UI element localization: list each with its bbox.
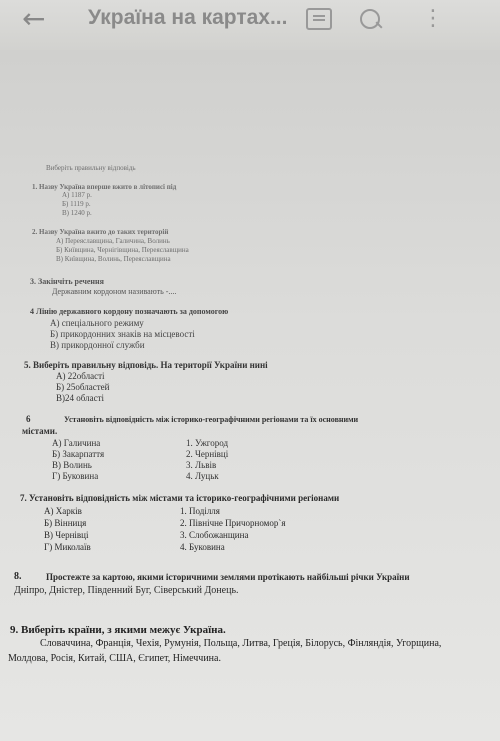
q3-text: Державним кордоном називають -.... <box>52 287 177 296</box>
q7-right-item: 4. Буковина <box>180 542 225 552</box>
search-icon[interactable] <box>358 8 384 30</box>
q7-right-item: 3. Слобожанщина <box>180 530 249 540</box>
q4-option: В) прикордонної служби <box>50 340 145 350</box>
q8-text: Дніпро, Дністер, Південний Буг, Сіверський Донець. <box>14 585 239 596</box>
q4-title: 4 Лінію державного кордону позначають за допомогою <box>30 307 229 316</box>
q1-option: В) 1240 р. <box>62 209 92 217</box>
q6-right-item: 4. Луцьк <box>186 471 219 481</box>
q5-option: В)24 області <box>56 393 105 403</box>
q7-right-item: 2. Північне Причорномор`я <box>180 518 286 528</box>
worksheet-page <box>0 50 500 741</box>
q6-left-item: В) Волинь <box>52 460 92 470</box>
q6-left-item: Б) Закарпаття <box>52 449 105 459</box>
q4-option: А) спеціального режиму <box>50 318 144 328</box>
q2-option: В) Київщина, Волинь, Переяславщина <box>56 255 171 263</box>
q6-right-item: 2. Чернівці <box>186 449 229 459</box>
q6-title-cont: містами. <box>22 426 58 436</box>
q2-title: 2. Назву Україна вжито до таких територій <box>32 228 169 236</box>
q7-left-item: Б) Вінниця <box>44 518 87 528</box>
q7-left-item: В) Чернівці <box>44 530 89 540</box>
q6-left-item: А) Галичина <box>52 438 101 448</box>
book-icon[interactable] <box>306 8 332 30</box>
q7-left-item: А) Харків <box>44 506 82 516</box>
more-vertical-icon[interactable]: ⋮ <box>422 6 444 31</box>
q4-option: Б) прикордонних знаків на місцевості <box>50 329 195 339</box>
q3-title: 3. Закінчіть речення <box>30 277 104 286</box>
q9-title: 9. Виберіть країни, з якими межує Україна. <box>10 624 226 636</box>
q1-option: А) 1187 р. <box>62 191 92 199</box>
q6-right-item: 1. Ужгород <box>186 438 229 448</box>
q6-number: 6 <box>26 414 31 424</box>
intro-text: Виберіть правильну відповідь <box>46 164 136 172</box>
q2-option: Б) Київщина, Чернігівщина, Переяславщина <box>56 246 189 254</box>
q1-title: 1. Назву Україна вперше вжито в літописі під <box>32 183 177 191</box>
app-title: Україна на картах... <box>88 6 288 29</box>
q7-left-item: Г) Миколаїв <box>44 542 91 552</box>
q5-option: Б) 25областей <box>56 382 110 392</box>
q8-title: Простежте за картою, якими історичними землями протікають найбільші річки України <box>46 572 410 582</box>
q7-right-item: 1. Поділля <box>180 506 220 516</box>
q6-right-item: 3. Львів <box>186 460 217 470</box>
q8-number: 8. <box>14 571 22 582</box>
q5-title: 5. Виберіть правильну відповідь. На території України нині <box>24 360 268 370</box>
app-bar <box>0 0 500 51</box>
q6-title: Установіть відповідність між історико-географічними регіонами та їх основними <box>64 415 359 424</box>
q5-option: А) 22області <box>56 371 105 381</box>
q1-option: Б) 1119 р. <box>62 200 91 208</box>
q9-line: Словаччина, Франція, Чехія, Румунія, Польща, Литва, Греція, Білорусь, Фінляндія, Угорщина, <box>40 638 442 649</box>
q9-line: Молдова, Росія, Китай, США, Єгипет, Німеччина. <box>8 653 221 664</box>
q7-title: 7. Установіть відповідність між містами та історико-географічними регіонами <box>20 493 340 503</box>
q2-option: А) Переяславщина, Галичина, Волинь <box>56 237 170 245</box>
q6-left-item: Г) Буковина <box>52 471 99 481</box>
arrow-left-icon[interactable]: ← <box>22 2 46 35</box>
